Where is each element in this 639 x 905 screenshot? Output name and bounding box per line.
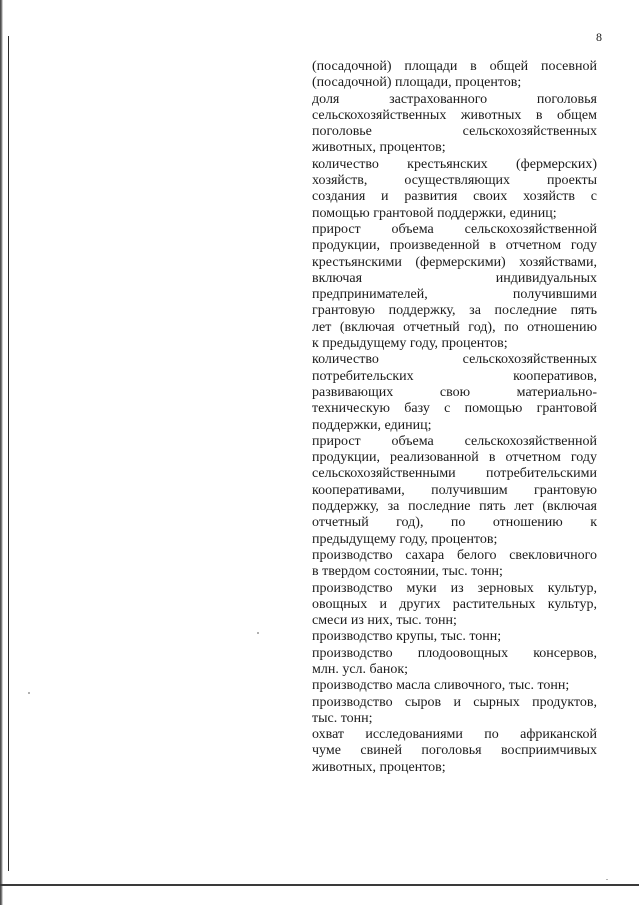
page-number: 8: [596, 30, 602, 44]
scan-speck: [257, 632, 259, 634]
text-line: предыдущему году, процентов;: [312, 531, 498, 547]
text-line: включая индивидуальных: [312, 270, 597, 286]
text-column: [312, 59, 597, 776]
text-line: количество сельскохозяйственных: [312, 352, 597, 368]
text-line: создания и развития своих хозяйств с: [312, 189, 597, 205]
paragraph: [312, 727, 597, 776]
text-line: производство сыров и сырных продуктов,: [312, 694, 597, 710]
text-line: помощью грантовой поддержки, единиц;: [312, 205, 557, 221]
text-line: потребительских кооперативов,: [312, 368, 597, 384]
text-line: лет (включая отчетный год), по отношению: [312, 319, 597, 335]
paragraph: [312, 678, 597, 694]
text-line: овощных и других растительных культур,: [312, 596, 597, 612]
text-line: чуме свиней поголовья восприимчивых: [312, 743, 597, 759]
text-line: развивающих свою материально-: [312, 384, 597, 400]
text-line: производство плодоовощных консервов,: [312, 645, 597, 661]
text-line: животных, процентов;: [312, 759, 446, 775]
text-line: прирост объема сельскохозяйственной: [312, 221, 597, 237]
paragraph: [312, 646, 597, 679]
text-line: смеси из них, тыс. тонн;: [312, 613, 457, 629]
text-line: сельскохозяйственными потребительскими: [312, 466, 597, 482]
text-line: производство крупы, тыс. тонн;: [312, 629, 502, 645]
scan-speck: [28, 692, 30, 694]
scan-margin-line: [8, 36, 9, 871]
text-line: поголовье сельскохозяйственных: [312, 124, 597, 140]
text-line: прирост объема сельскохозяйственной: [312, 433, 597, 449]
text-line: млн. усл. банок;: [312, 661, 409, 677]
paragraph: [312, 222, 597, 352]
text-line: сельскохозяйственных животных в общем: [312, 107, 597, 123]
text-line: животных, процентов;: [312, 140, 446, 156]
text-line: тыс. тонн;: [312, 710, 373, 726]
paragraph: [312, 92, 597, 157]
scan-speck: [606, 879, 608, 880]
text-line: (посадочной) площади в общей посевной: [312, 59, 597, 74]
text-line: крестьянскими (фермерскими) хозяйствами,: [312, 254, 597, 270]
text-line: кооперативами, получившим грантовую: [312, 482, 597, 498]
text-line: продукции, произведенной в отчетном году: [312, 238, 597, 254]
text-line: продукции, реализованной в отчетном году: [312, 450, 597, 466]
scan-bottom-edge: [0, 884, 639, 886]
text-line: техническую базу с помощью грантовой: [312, 401, 597, 417]
paragraph: [312, 548, 597, 581]
text-line: (посадочной) площади, процентов;: [312, 75, 522, 91]
text-line: предпринимателей, получившими: [312, 287, 597, 303]
paragraph: [312, 581, 597, 630]
paragraph: [312, 629, 597, 645]
paragraph: [312, 157, 597, 222]
text-line: отчетный год), по отношению к: [312, 515, 597, 531]
text-line: производство муки из зерновых культур,: [312, 580, 597, 596]
text-line: поддержку, за последние пять лет (включая: [312, 499, 597, 515]
text-line: поддержки, единиц;: [312, 417, 432, 433]
paragraph: [312, 434, 597, 548]
text-line: хозяйств, осуществляющих проекты: [312, 173, 597, 189]
text-line: производство масла сливочного, тыс. тонн;: [312, 678, 570, 694]
text-line: грантовую поддержку, за последние пять: [312, 303, 597, 319]
paragraph: [312, 695, 597, 728]
paragraph: [312, 59, 597, 92]
text-line: количество крестьянских (фермерских): [312, 156, 597, 172]
text-line: к предыдущему году, процентов;: [312, 336, 508, 352]
paragraph: [312, 352, 597, 433]
text-line: производство сахара белого свекловичного: [312, 547, 597, 563]
text-line: доля застрахованного поголовья: [312, 91, 597, 107]
text-line: в твердом состоянии, тыс. тонн;: [312, 564, 503, 580]
scan-left-edge: [0, 0, 3, 905]
text-line: охват исследованиями по африканской: [312, 727, 597, 743]
